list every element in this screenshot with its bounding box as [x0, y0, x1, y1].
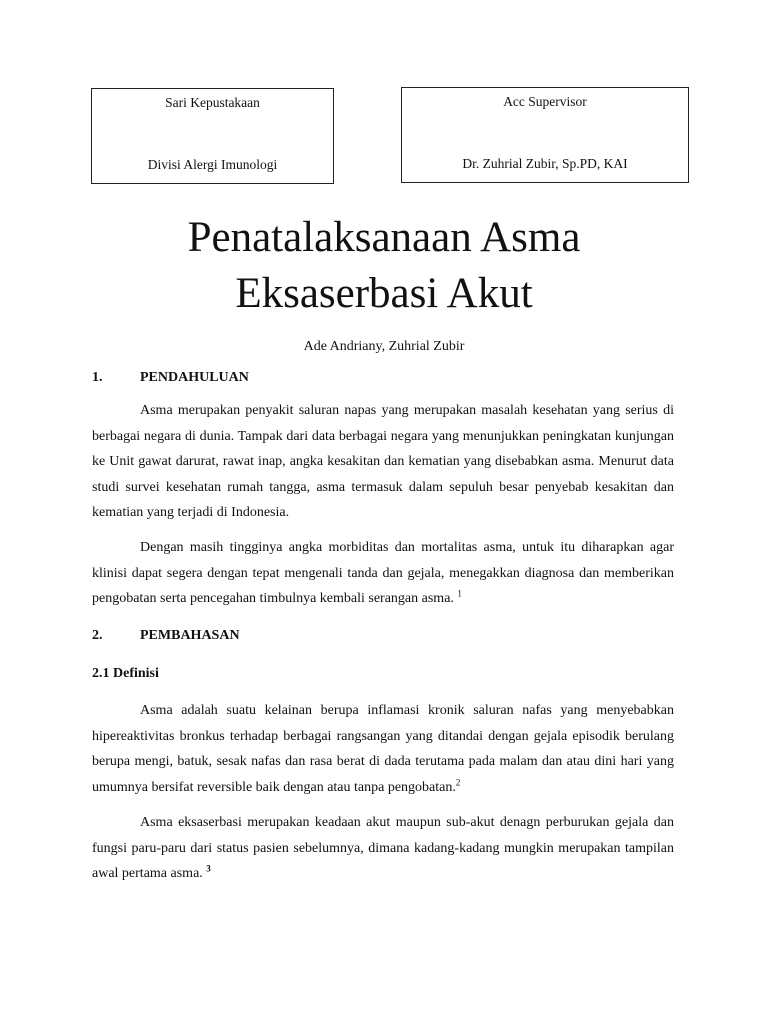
- paragraph-text: Asma merupakan penyakit saluran napas yang merupakan masalah kesehatan yang serius di berbagai negara di dunia. Tampak dari data berbagai negara yang menunjukkan peningkatan kunjungan ke Unit gawat darurat, rawat inap, angka kesakitan dan kematian yang disebabkan asma. Menurut data studi survei kesehatan rumah tangga, asma termasuk dalam sepuluh besar penyebab kesakitan dan kematian yang terjadi di Indonesia.: [92, 403, 674, 520]
- section-heading-introduction: [92, 370, 249, 386]
- citation-ref: 3: [206, 863, 211, 874]
- citation-ref: 1: [457, 588, 462, 599]
- title-line-1: Penatalaksanaan Asma: [187, 214, 581, 261]
- supervisor-name: Dr. Zuhrial Zubir, Sp.PD, KAI: [462, 156, 628, 171]
- citation-ref: 2: [455, 776, 461, 787]
- paragraph: [92, 535, 674, 612]
- header-box-supervisor: [401, 87, 689, 183]
- subsection-heading-definition: 2.1 Definisi: [92, 666, 159, 681]
- paragraph-text: Asma adalah suatu kelainan berupa inflamasi kronik saluran nafas yang menyebabkan hipereaktivitas bronkus terhadap berbagai rangsangan yang ditandai dengan gejala episodik berulang berupa mengi, batuk, sesak nafas dan rasa berat di dada terutama pada malam dan atau dini hari yang umumnya bersifat reversible baik dengan atau tanpa pengobatan.: [92, 703, 674, 795]
- header-box-library-review: [91, 88, 334, 184]
- authors: Ade Andriany, Zuhrial Zubir: [303, 339, 465, 354]
- title-line-2: Eksaserbasi Akut: [235, 270, 533, 317]
- paragraph: [92, 810, 674, 887]
- paragraph-text: Dengan masih tingginya angka morbiditas dan mortalitas asma, untuk itu diharapkan agar klinisi dapat segera dengan tepat mengenali tanda dan gejala, menegakkan diagnosa dan memberikan pengobatan serta pencegahan timbulnya kembali serangan asma.: [92, 540, 674, 606]
- box-label: Acc Supervisor: [503, 94, 587, 109]
- section-title: PEMBAHASAN: [140, 628, 240, 643]
- section-heading-discussion: [92, 628, 240, 644]
- document-title: [60, 210, 708, 322]
- paragraph: [92, 398, 674, 526]
- box-label: Sari Kepustakaan: [165, 95, 260, 110]
- paragraph-text: Asma eksaserbasi merupakan keadaan akut maupun sub-akut denagn perburukan gejala dan fungsi paru-paru dari status pasien sebelumnya, dimana kadang-kadang mungkin merupakan tampilan awal pertama asma.: [92, 815, 674, 881]
- paragraph: [92, 698, 674, 800]
- section-title: PENDAHULUAN: [140, 370, 249, 385]
- section-number: 2.: [92, 628, 103, 643]
- section-number: 1.: [92, 370, 103, 385]
- division-name: Divisi Alergi Imunologi: [147, 157, 278, 172]
